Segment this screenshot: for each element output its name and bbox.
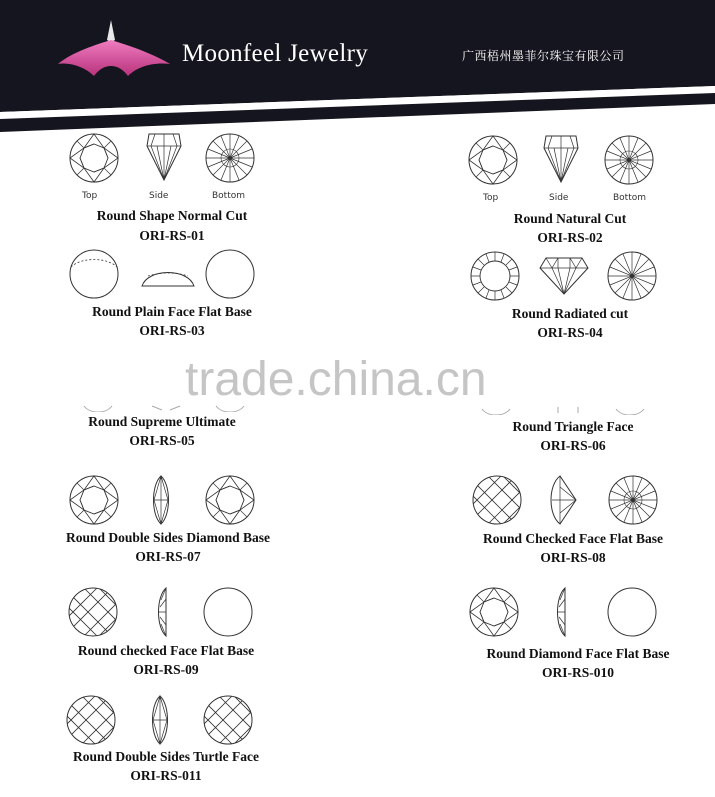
gem-name: Round Natural Cut [513,211,627,226]
top-view-icon [467,134,519,186]
header-banner [0,0,715,132]
gem-name: Round Checked Face Flat Base [483,531,663,546]
top-view-label: Top [82,191,98,201]
gem-code: ORI-RS-02 [537,230,603,245]
blurred-top-view-icon [80,382,116,412]
gem-name: Round Radiated cut [511,306,629,321]
gem-views [423,474,715,536]
side-view-icon [140,262,196,292]
gem-name: Round Double Sides Diamond Base [65,530,271,545]
gem-code: ORI-RS-07 [135,549,201,564]
top-view-icon [68,248,120,300]
side-view-label: Side [549,193,569,203]
gem-code: ORI-RS-011 [130,768,202,783]
gem-views [420,250,715,312]
bottom-view-icon [204,132,256,184]
top-view-icon [68,474,120,526]
gem-card [428,586,715,680]
top-view-label: Top [483,193,499,203]
side-view-icon [144,132,184,184]
gem-code: ORI-RS-010 [541,665,614,680]
gem-name: Round Triangle Face [512,419,634,434]
side-view-icon [541,134,581,186]
gem-card [420,250,715,340]
gem-card [22,132,322,243]
top-view-icon [471,474,523,526]
gem-card [18,474,318,564]
bottom-view-icon [606,586,658,638]
gem-card [423,474,715,565]
gem-views [16,694,316,756]
gem-card [420,134,715,245]
gem-name: Round Supreme Ultimate [88,414,236,429]
gem-views [16,586,316,648]
bottom-view-label: Bottom [613,193,647,203]
gem-code: ORI-RS-04 [537,325,603,340]
gem-views [420,134,715,203]
bottom-view-icon [202,694,254,746]
top-view-icon [65,694,117,746]
blurred-side-view-icon [550,385,586,415]
gem-code: ORI-RS-01 [139,228,205,243]
blurred-side-view-icon [148,382,184,412]
bottom-view-label: Bottom [212,191,246,201]
gem-code: ORI-RS-09 [133,662,199,677]
gem-card [22,248,322,338]
gem-views [22,132,322,201]
gem-code: ORI-RS-08 [540,550,606,565]
side-view-icon [147,694,173,746]
side-view-icon [148,474,174,526]
blurred-bottom-view-icon [212,382,248,412]
top-view-icon [468,586,520,638]
bottom-view-icon [204,474,256,526]
brand-chinese-name: 广西梧州墨菲尔珠宝有限公司 [462,49,625,63]
gem-name: Round Double Sides Turtle Face [72,749,260,764]
brand-name: Moonfeel Jewelry [182,40,368,67]
blurred-bottom-view-icon [612,385,648,415]
side-view-icon [538,256,590,296]
gem-name: Round Plain Face Flat Base [92,304,252,319]
gem-views [428,586,715,648]
side-view-icon [550,586,576,638]
bottom-view-icon [204,248,256,300]
bottom-view-icon [603,134,655,186]
blurred-top-view-icon [478,385,514,415]
side-view-icon [545,474,585,526]
top-view-icon [68,132,120,184]
crown-logo-icon [58,18,178,88]
bottom-view-icon [202,586,254,638]
gem-views [18,474,318,536]
gem-views [22,248,322,310]
top-view-icon [469,250,521,302]
gem-card [16,694,316,783]
gem-name: Round Shape Normal Cut [96,208,248,223]
gem-code: ORI-RS-05 [129,433,195,448]
bottom-view-icon [607,474,659,526]
gem-code: ORI-RS-06 [540,438,606,453]
gem-code: ORI-RS-03 [139,323,205,338]
gem-name: Round checked Face Flat Base [77,643,255,658]
bottom-view-icon [606,250,658,302]
top-view-icon [67,586,119,638]
side-view-icon [151,586,177,638]
watermark-text: trade.china.cn [185,353,487,406]
gem-card [16,586,316,677]
side-view-label: Side [149,191,169,201]
gem-name: Round Diamond Face Flat Base [486,646,670,661]
